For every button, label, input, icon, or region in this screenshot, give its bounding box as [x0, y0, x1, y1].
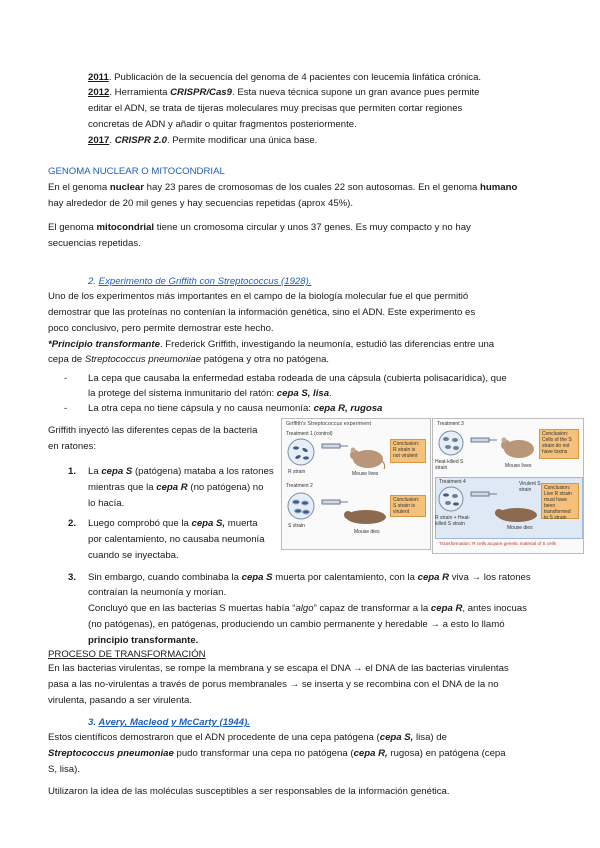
- mouse-dead-icon: [493, 501, 541, 525]
- genoma-p1: En el genoma nuclear hay 23 pares de cromosomas de los cuales 22 son autosomas. En el genoma humano hay alrededor de 20 mil genes y hay secuencias repetidas (aprox 45%).: [48, 182, 518, 209]
- history-2011: 2011. Publicación de la secuencia del genoma de 4 pacientes con leucemia linfática crónica.: [88, 72, 482, 83]
- petri-dish-s: [286, 491, 316, 521]
- avery-text: Estos científicos demostraron que el ADN procedente de una cepa patógena (cepa S, lisa) de Streptococcus pneumoniae pudo transformar una cepa no patógena (cepa R, rugosa) en patógena (cepa S, lisa).: [48, 732, 506, 775]
- mouse-dead-icon: [342, 501, 390, 527]
- history-2017: 2017. CRISPR 2.0. Permite modificar una única base.: [88, 135, 318, 146]
- griffith-intro: Uno de los experimentos más importantes en el campo de la biología molecular fue el que permitió demostrar que las proteínas no contenían la información genética, sino el ADN. Este experimento es poco conclusivo, pero permite demostrar este hecho.: [48, 291, 476, 334]
- heat-killed-label: Heat-killed S strain: [435, 459, 464, 471]
- bullet-capsula: - La cepa que causaba la enfermedad estaba rodeada de una cápsula (cubierta polisacarídica), que la protege del sistema inmunitario del ratón: cepa S, lisa.: [64, 373, 507, 399]
- mouse-lives-label-2: Mouse lives: [505, 463, 532, 469]
- mouse-dies-label-2: Mouse dies: [507, 525, 533, 531]
- mouse-alive-icon: [497, 429, 537, 461]
- treatment-3-label: Treatment 3: [437, 421, 464, 427]
- figure-1-title: Griffith's Streptococcus experiment: [286, 421, 372, 427]
- transformation-note: Transformation: R cells acquire genetic material of S cells: [439, 541, 557, 546]
- mouse-alive-icon: [346, 439, 386, 471]
- conclusion-heat-killed-box: Conclusion: Cells of the S strain do not have toxins: [539, 429, 579, 459]
- transformacion-text: En las bacterias virulentas, se rompe la membrana y se escapa el DNA → el DNA de las bacterias virulentas pasa a las no-virulentas a través de porus membranales → se inserta y se recombina con el DNA de la no virulenta, pasando a ser virulenta.: [48, 663, 509, 706]
- conclusion-r-box: Conclusion: R strain is not virulent: [390, 439, 426, 463]
- r-strain-label: R strain: [288, 469, 306, 475]
- figure-griffith-treatments-3-4: [432, 418, 584, 554]
- history-2012-cont2: concretas de ADN y añadir o quitar fragmentos posteriormente.: [88, 119, 357, 130]
- numbered-item-2: 2. Luego comprobó que la cepa S, muerta por calentamiento, no causaba neumonía cuando se inyectaba.: [68, 518, 265, 561]
- petri-dish-r: [286, 437, 316, 467]
- avery-heading: 3. Avery, Macleod y McCarty (1944).: [88, 717, 250, 728]
- avery-conclusion: Utilizaron la idea de las moléculas susceptibles a ser responsables de la información genética.: [48, 786, 450, 797]
- inject-text: Griffith inyectó las diferentes cepas de la bacteria en ratones:: [48, 425, 258, 452]
- conclusion-transformed-box: Conclusion: Live R strain must have been transformed to S strain: [541, 483, 579, 519]
- numbered-item-3: 3. Sin embargo, cuando combinaba la cepa S muerta por calentamiento, con la cepa R viva → los ratones contraían la neumonía y morían. Concluyó que en las bacterias S muertas había “algo” capaz de transformar a la cepa R, antes inocuas (no patógenas), en patógenas, produciendo un cambio permanente y heredable → a esto lo llamó principio transformante.: [68, 572, 531, 646]
- genoma-p2: El genoma mitocondrial tiene un cromosoma circular y unos 37 genes. Es muy compacto y no hay secuencias repetidas.: [48, 222, 471, 249]
- history-2012: 2012. Herramienta CRISPR/Cas9. Esta nueva técnica supone un gran avance pues permite: [88, 87, 480, 98]
- principio-transformante: *Principio transformante. Frederick Griffith, investigando la neumonía, estudió las diferencias entre una cepa de Streptococcus pneumoniae patógena y otra no patógena.: [48, 339, 495, 365]
- petri-dish-mixed: [437, 485, 465, 513]
- transformacion-heading: PROCESO DE TRANSFORMACIÓN: [48, 649, 206, 660]
- s-strain-label: S strain: [288, 523, 305, 529]
- syringe-icon: [469, 433, 499, 447]
- genoma-heading: GENOMA NUCLEAR O MITOCONDRIAL: [48, 166, 225, 177]
- numbered-item-1: 1. La cepa S (patógena) mataba a los ratones mientras que la cepa R (no patógena) no lo hacía.: [68, 466, 274, 509]
- conclusion-s-box: Conclusion: S strain is virulent: [390, 495, 426, 517]
- bullet-list: [64, 372, 544, 416]
- treatment-2-label: Treatment 2: [286, 483, 313, 489]
- r-plus-heat-killed-label: R strain + Heat-killed S strain: [435, 515, 471, 527]
- syringe-icon: [469, 487, 499, 501]
- figure-griffith-treatments-1-2: [281, 418, 431, 550]
- virulent-s-label: Virulent S strain: [519, 481, 541, 493]
- mouse-lives-label: Mouse lives: [352, 471, 379, 477]
- mouse-dies-label: Mouse dies: [354, 529, 380, 535]
- history-list: [88, 71, 528, 148]
- bullet-sin-capsula: - La otra cepa no tiene cápsula y no causa neumonía: cepa R, rugosa: [64, 403, 383, 414]
- petri-dish-heat-killed: [437, 429, 465, 457]
- treatment-1-label: Treatment 1 (control): [286, 431, 333, 437]
- griffith-heading: 2. Experimento de Griffith con Streptococcus (1928).: [88, 276, 312, 287]
- treatment-4-label: Treatment 4: [439, 479, 466, 485]
- history-2012-cont1: editar el ADN, se trata de tijeras moleculares muy precisas que permiten cortar regiones: [88, 103, 463, 114]
